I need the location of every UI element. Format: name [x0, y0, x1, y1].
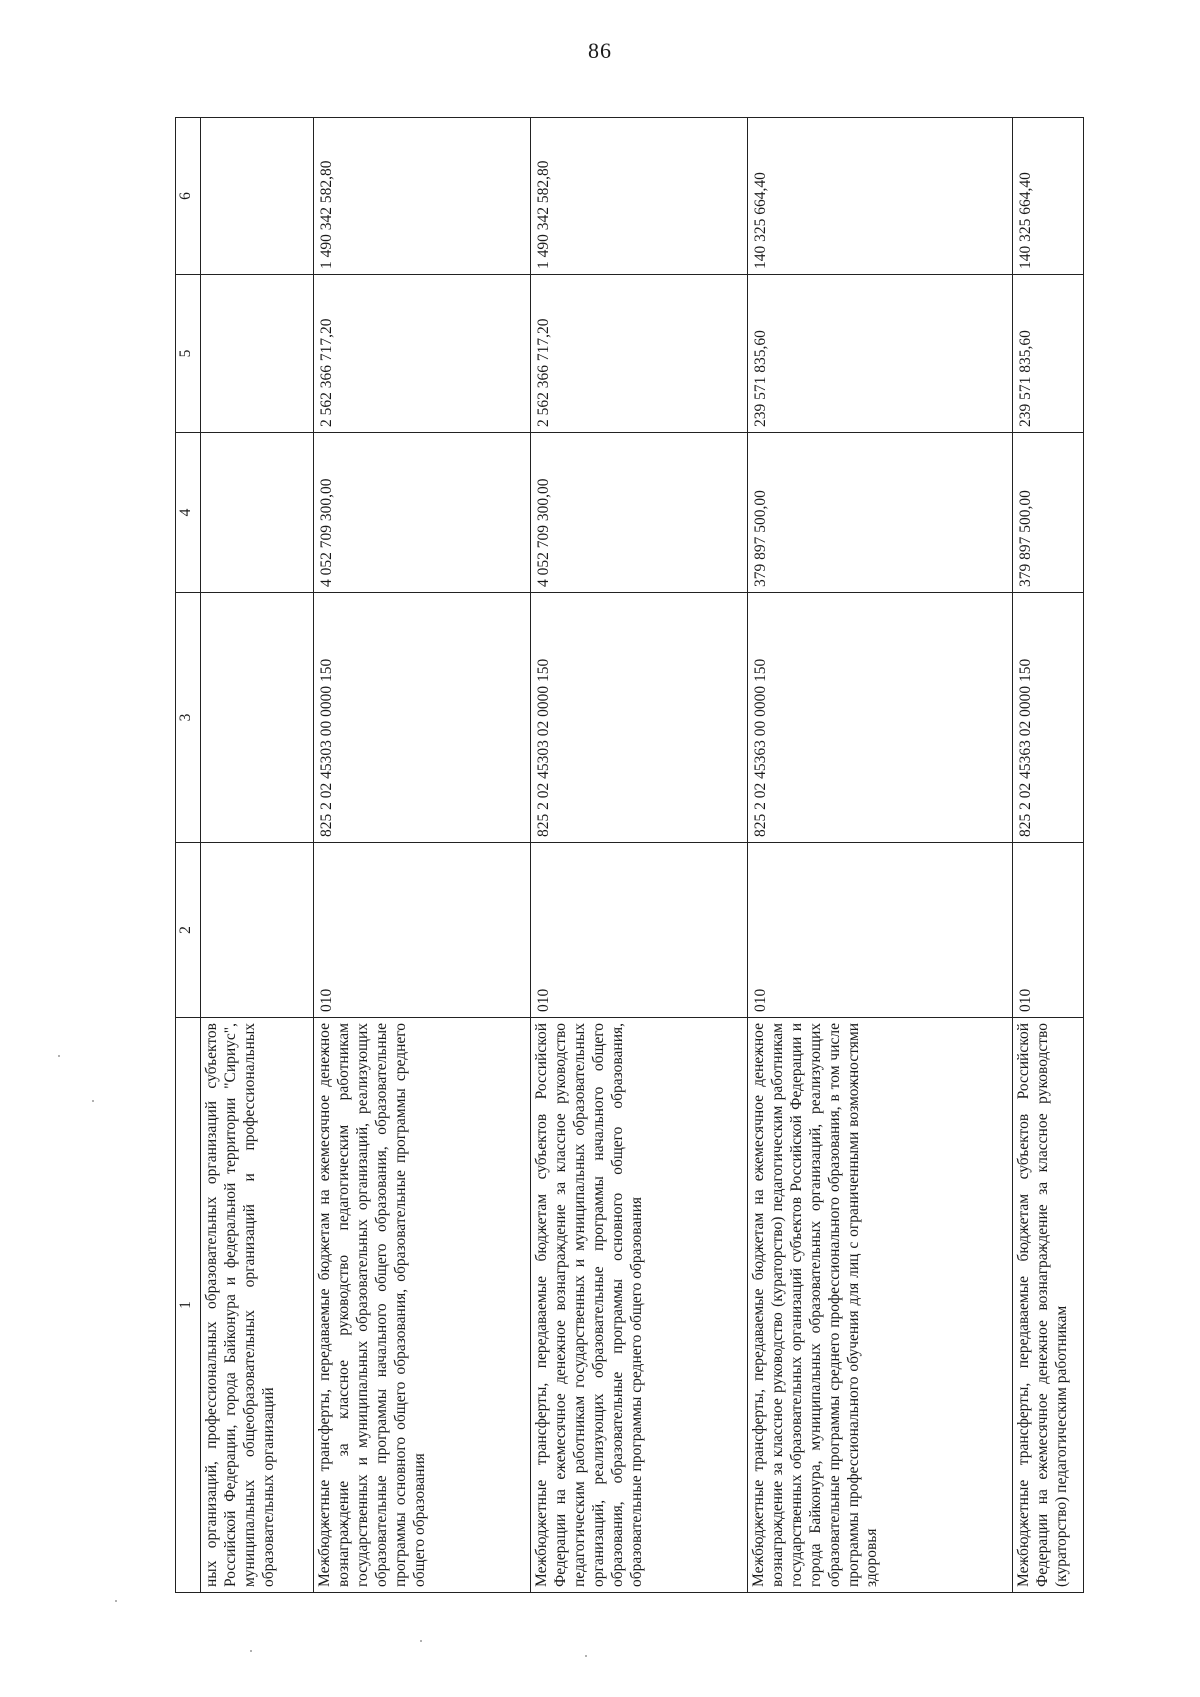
row-description: ных организаций, профессиональных образовательных организаций субъектов Российской Федерации, города Байконура и федеральной территории "Сириус", муниципальных общеобразовательных организаций и профессиональных образовательных организаций: [201, 1018, 314, 1593]
row-kbk: 825 2 02 45303 02 0000 150: [531, 593, 748, 843]
table-row: [314, 118, 531, 1593]
row-col6: [201, 118, 314, 275]
row-col6: 1 490 342 582,80: [314, 118, 531, 275]
row-description: Межбюджетные трансферты, передаваемые бюджетам субъектов Российской Федерации на ежемесячное денежное вознаграждение за классное руководство (кураторство) педагогическим работникам: [1013, 1018, 1084, 1593]
row-col4: 4 052 709 300,00: [314, 433, 531, 593]
row-col4: [201, 433, 314, 593]
scan-speck: [92, 1100, 94, 1102]
row-code: 010: [748, 843, 1013, 1018]
budget-table: [175, 117, 1084, 1593]
row-col4: 4 052 709 300,00: [531, 433, 748, 593]
table-row: [1013, 118, 1084, 1593]
row-col5: 2 562 366 717,20: [314, 275, 531, 433]
row-col5: 239 571 835,60: [1013, 275, 1084, 433]
header-col-4: 4: [176, 433, 201, 593]
scan-speck: [585, 1655, 587, 1657]
row-code: 010: [314, 843, 531, 1018]
row-col6: 1 490 342 582,80: [531, 118, 748, 275]
row-col5: [201, 275, 314, 433]
row-kbk: 825 2 02 45363 02 0000 150: [1013, 593, 1084, 843]
table-row: [748, 118, 1013, 1593]
header-col-2: 2: [176, 843, 201, 1018]
header-col-6: 6: [176, 118, 201, 275]
scan-speck: [58, 1055, 60, 1057]
row-kbk: [201, 593, 314, 843]
row-col6: 140 325 664,40: [1013, 118, 1084, 275]
row-code: 010: [531, 843, 748, 1018]
row-kbk: 825 2 02 45303 00 0000 150: [314, 593, 531, 843]
header-col-5: 5: [176, 275, 201, 433]
header-col-3: 3: [176, 593, 201, 843]
row-description: Межбюджетные трансферты, передаваемые бюджетам субъектов Российской Федерации на ежемесячное денежное вознаграждение за классное руководство педагогическим работникам государственных и муниципальных образовательных организаций, реализующих образовательные программы начального общего образования, образовательные программы основного общего образования, образовательные программы среднего общего образования: [531, 1018, 748, 1593]
table-row: [201, 118, 314, 1593]
row-code: [201, 843, 314, 1018]
row-col5: 239 571 835,60: [748, 275, 1013, 433]
row-description: Межбюджетные трансферты, передаваемые бюджетам на ежемесячное денежное вознаграждение за классное руководство педагогическим работникам государственных и муниципальных образовательных организаций, реализующих образовательные программы начального общего образования, образовательные программы основного общего образования, образовательные программы среднего общего образования: [314, 1018, 531, 1593]
row-col4: 379 897 500,00: [748, 433, 1013, 593]
rotated-table-container: [175, 118, 1080, 1593]
row-col5: 2 562 366 717,20: [531, 275, 748, 433]
row-kbk: 825 2 02 45363 00 0000 150: [748, 593, 1013, 843]
header-row: [176, 118, 201, 1593]
row-description: Межбюджетные трансферты, передаваемые бюджетам на ежемесячное денежное вознаграждение за классное руководство (кураторство) педагогическим работникам государственных образовательных организаций субъектов Российской Федерации и города Байконура, муниципальных образовательных организаций, реализующих образовательные программы среднего профессионального образования, в том числе программы профессионального обучения для лиц с ограниченными возможностями здоровья: [748, 1018, 1013, 1593]
row-code: 010: [1013, 843, 1084, 1018]
table-row: [531, 118, 748, 1593]
scan-speck: [115, 1600, 117, 1602]
scan-speck: [250, 1650, 252, 1652]
row-col4: 379 897 500,00: [1013, 433, 1084, 593]
page-number: 86: [588, 38, 612, 63]
scan-speck: [420, 1640, 422, 1642]
row-col6: 140 325 664,40: [748, 118, 1013, 275]
header-col-1: 1: [176, 1018, 201, 1593]
